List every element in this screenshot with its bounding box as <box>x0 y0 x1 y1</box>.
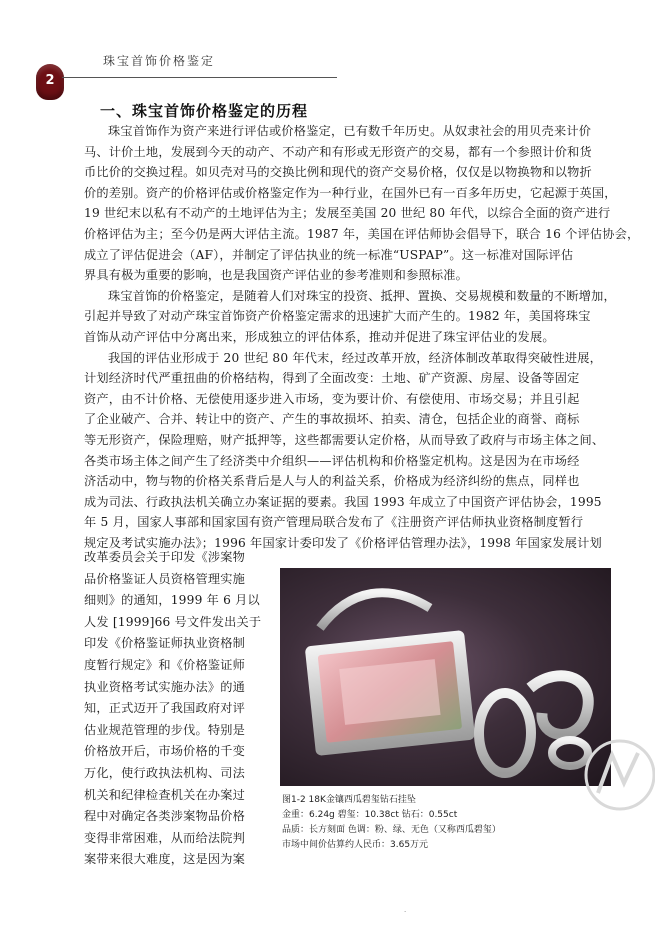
wrapped-body-line: 程中对确定各类涉案物品价格 <box>84 809 246 824</box>
wrapped-body-line: 改革委员会关于印发《涉案物 <box>84 550 246 564</box>
wrapped-body-line: 变得非常困难，从而给法院判 <box>84 830 246 845</box>
body-line: 19 世纪末以私有不动产的土地评估为主；发展至美国 20 世纪 80 年代，以综合全面的资产进行 <box>84 206 611 221</box>
body-line: 我国的评估业形成于 20 世纪 80 年代末，经过改革开放，经济体制改革取得突破性进展， <box>108 350 603 365</box>
wrapped-body-line: 印发《价格鉴证师执业资格制 <box>84 636 246 651</box>
wrapped-body-line: 度暂行规定》和《价格鉴证师 <box>84 658 246 672</box>
pdg-watermark-icon <box>580 735 655 815</box>
caption-line: 图1-2 18K金镶西瓜碧玺钻石挂坠 <box>282 795 416 805</box>
wrapped-body-line: 估业规范管理的步伐。特别是 <box>84 722 246 737</box>
body-line: 等无形资产，保险理赔，财产抵押等，这些都需要认定价格，从而导致了政府与市场主体之间、 <box>84 433 605 447</box>
body-line: 引起并导致了对动产珠宝首饰资产价格鉴定需求的迅速扩大而产生的。1982 年，美国将珠宝 <box>84 309 591 324</box>
body-line: 马、计价土地，发展到今天的动产、不动产和有形或无形资产的交易，都有一个参照计价和货 <box>84 144 592 159</box>
wrapped-body-line: 品价格鉴证人员资格管理实施 <box>84 571 246 586</box>
body-line: 价的差别。资产的价格评估或价格鉴定作为一种行业，在国外已有一百多年历史，它起源于英国， <box>84 185 617 200</box>
wrapped-body-line: 机关和纪律检查机关在办案过 <box>84 787 246 802</box>
pendant-photo <box>280 568 611 786</box>
body-line: 济活动中，物与物的价格关系背后是人与人的利益关系，价格成为经济纠纷的焦点，同样也 <box>84 474 580 489</box>
wrapped-body-line: 人发 [1999]66 号文件发出关于 <box>84 614 262 629</box>
body-line: 价格评估为主；至今仍是两大评估主流。1987 年，美国在评估师协会倡导下，联合 16 个评估协会， <box>84 227 640 241</box>
wrapped-body-line: 知，正式迈开了我国政府对评 <box>84 701 246 716</box>
body-line: 成为司法、行政执法机关确立办案证据的要素。我国 1993 年成立了中国资产评估协会，1995 <box>84 494 602 509</box>
wrapped-body-line: 价格放开后，市场价格的千变 <box>84 744 246 759</box>
caption-line: 金重：6.24g 碧玺：10.38ct 钻石：0.55ct <box>282 810 458 820</box>
footer-mark: . <box>404 906 407 914</box>
page-number: 2 <box>45 73 55 88</box>
body-line: 年 5 月，国家人事部和国家国有资产管理局联合发布了《注册资产评估师执业资格制度暂行 <box>84 515 584 530</box>
wrapped-body-line: 案带来很大难度，这是因为案 <box>84 852 246 867</box>
running-header-title: 珠宝首饰价格鉴定 <box>103 54 216 68</box>
body-line: 了企业破产、合并、转让中的资产、产生的事故损坏、拍卖、清仓，包括企业的商誉、商标 <box>84 412 580 427</box>
wrapped-body-line: 细则》的通知，1999 年 6 月以 <box>84 593 260 608</box>
caption-line: 品质：长方刻面 色调：粉、绿、无色（又称西瓜碧玺） <box>282 825 501 835</box>
body-line: 珠宝首饰的价格鉴定，是随着人们对珠宝的投资、抵押、置换、交易规模和数量的不断增加， <box>108 288 616 303</box>
tourmaline-pendant-icon <box>280 568 611 786</box>
body-line: 各类市场主体之间产生了经济类中介组织——评估机构和价格鉴定机构。这是因为在市场经 <box>84 453 580 468</box>
body-line: 资产，由不计价格、无偿使用逐步进入市场，变为要计价、有偿使用、市场交易；并且引起 <box>84 391 580 406</box>
body-line: 珠宝首饰作为资产来进行评估或价格鉴定，已有数千年历史。从奴隶社会的用贝壳来计价 <box>108 124 592 138</box>
body-line: 规定及考试实施办法》；1996 年国家计委印发了《价格评估管理办法》，1998 年国家发展计划 <box>84 536 602 550</box>
body-line: 首饰从动产评估中分离出来，形成独立的评估体系，推动并促进了珠宝评估业的发展。 <box>84 330 555 344</box>
section-heading: 一、珠宝首饰价格鉴定的历程 <box>100 102 309 120</box>
body-line: 界具有极为重要的影响，也是我国资产评估业的参考准则和参照标准。 <box>84 268 469 283</box>
caption-line: 市场中间价估算约人民币：3.65万元 <box>282 840 429 850</box>
header-rule <box>62 77 337 78</box>
wrapped-body-line: 万化，使行政执法机构、司法 <box>84 766 246 780</box>
body-line: 计划经济时代严重扭曲的价格结构，得到了全面改变：土地、矿产资源、房屋、设备等固定 <box>84 371 580 386</box>
body-line: 币比价的交换过程。如贝壳对马的交换比例和现代的资产交易价格，仅仅是以物换物和以物折 <box>84 165 592 180</box>
body-line: 成立了评估促进会（AF），并制定了评估执业的统一标准“USPAP”。这一标准对国际评估 <box>84 247 574 262</box>
page-number-badge <box>36 64 64 100</box>
wrapped-body-line: 执业资格考试实施办法》的通 <box>84 679 246 694</box>
